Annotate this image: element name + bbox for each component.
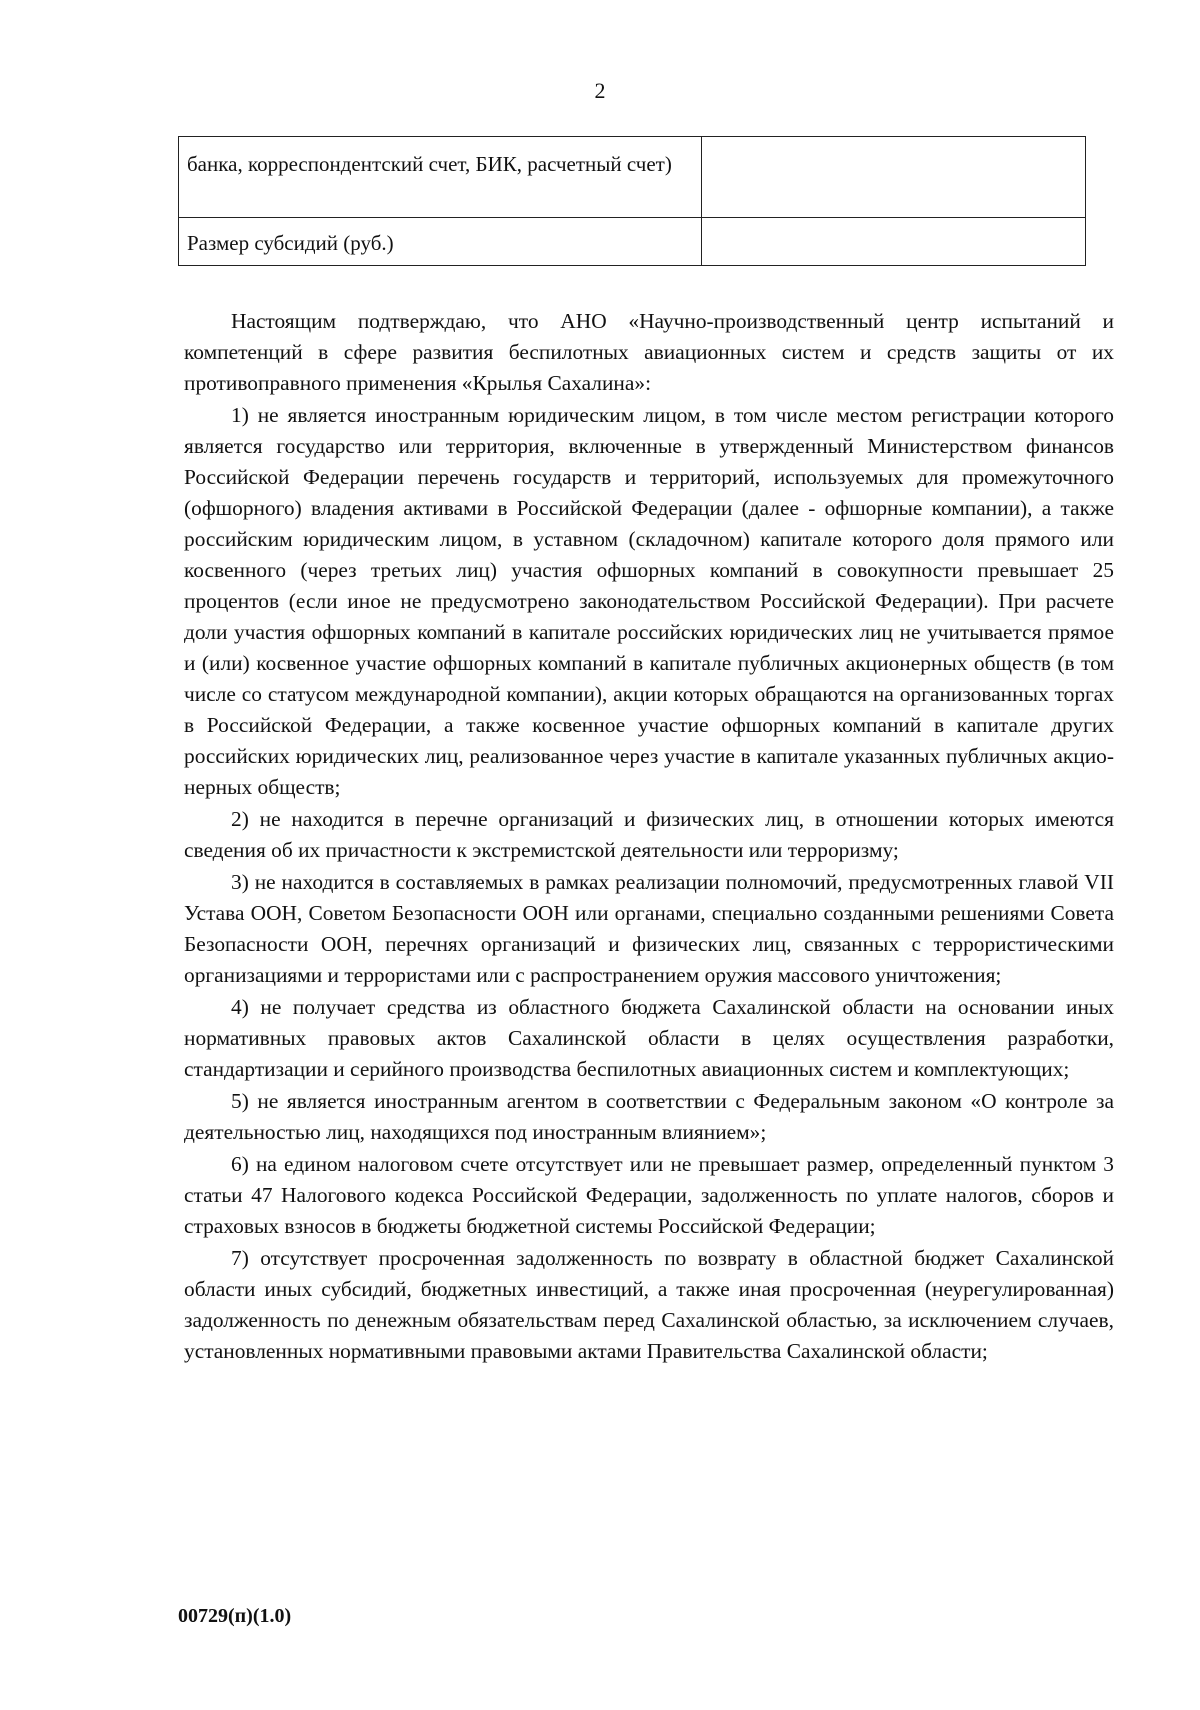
document-body [184, 306, 1114, 1368]
table-cell-value [702, 218, 1086, 266]
table-row [179, 218, 1086, 266]
table-cell-value [702, 137, 1086, 218]
table-cell-label: банка, корреспондентский счет, БИК, расчетный счет) [179, 137, 702, 218]
document-code: 00729(п)(1.0) [178, 1605, 292, 1627]
clause-6-paragraph: 6) на едином налоговом счете отсутствует или не превышает размер, определенный пунктом 3 статьи 47 Налогового кодекса Российской Федерации, задолженность по уплате налогов, сборов и страховых взносов в бюджеты бюджетной системы Российской Федерации; [184, 1152, 1114, 1238]
page-number: 2 [594, 78, 606, 103]
clause-5-paragraph: 5) не является иностранным агентом в соответствии с Федеральным законом «О контроле за деятельностью лиц, находящихся под иностранным влиянием»; [184, 1089, 1114, 1144]
table-cell-label: Размер субсидий (руб.) [179, 218, 702, 266]
clause-2-paragraph: 2) не находится в перечне организаций и физических лиц, в отношении которых имеются сведения об их причастности к экстремистской деятельности или терроризму; [184, 807, 1114, 862]
clause-1-paragraph: 1) не является иностранным юридическим лицом, в том числе местом регистрации которого является государство или территория, включенные в утвержденный Министерством финансов Российской Федерации перечень государств и территорий, используемых для промежуточного (офшорного) владения активами в Российской Федерации (далее - офшорные компании), а также российским юридическим лицом, в уставном (складочном) капитале которого доля прямого или косвенного (через третьих лиц) участия офшорных компаний в совокупности превышает 25 процентов (если иное не предусмотрено законодательством Российской Федерации). При расчете доли участия офшорных компаний в капитале российских юридических лиц не учитывается прямое и (или) косвенное участие офшорных компаний в капитале публичных акционерных обществ (в том числе со статусом международной компании), акции которых обращаются на организованных торгах в Российской Федерации, а также косвенное участие офшорных компаний в капитале других российских юридических лиц, реализованное через участие в капитале указанных публичных акционерных обществ; [184, 403, 1114, 799]
clause-3-paragraph: 3) не находится в составляемых в рамках реализации полномочий, предусмотренных главой VII Устава ООН, Советом Безопасности ООН или органами, специально созданными решениями Совета Безопасности ООН, перечнях организаций и физических лиц, связанных с террористическими организациями и террористами или с распространением оружия массового уничтожения; [184, 870, 1114, 987]
table-row [179, 137, 1086, 218]
clause-7-paragraph: 7) отсутствует просроченная задолженность по возврату в областной бюджет Сахалинской области иных субсидий, бюджетных инвестиций, а также иная просроченная (неурегулированная) задолженность по денежным обязательствам перед Сахалинской областью, за исключением случаев, установленных нормативными правовыми актами Правительства Сахалинской области; [184, 1246, 1114, 1363]
intro-paragraph: Настоящим подтверждаю, что АНО «Научно-производственный центр испытаний и компетенций в сфере развития беспилотных авиационных систем и средств защиты от их противоправного применения «Крылья Сахалина»: [184, 309, 1114, 395]
bank-details-table [178, 136, 1086, 266]
clause-4-paragraph: 4) не получает средства из областного бюджета Сахалинской области на основании иных нормативных правовых актов Сахалинской области в целях осуществления разработки, стандартизации и серийного производства беспилотных авиационных систем и комплектующих; [184, 995, 1114, 1081]
